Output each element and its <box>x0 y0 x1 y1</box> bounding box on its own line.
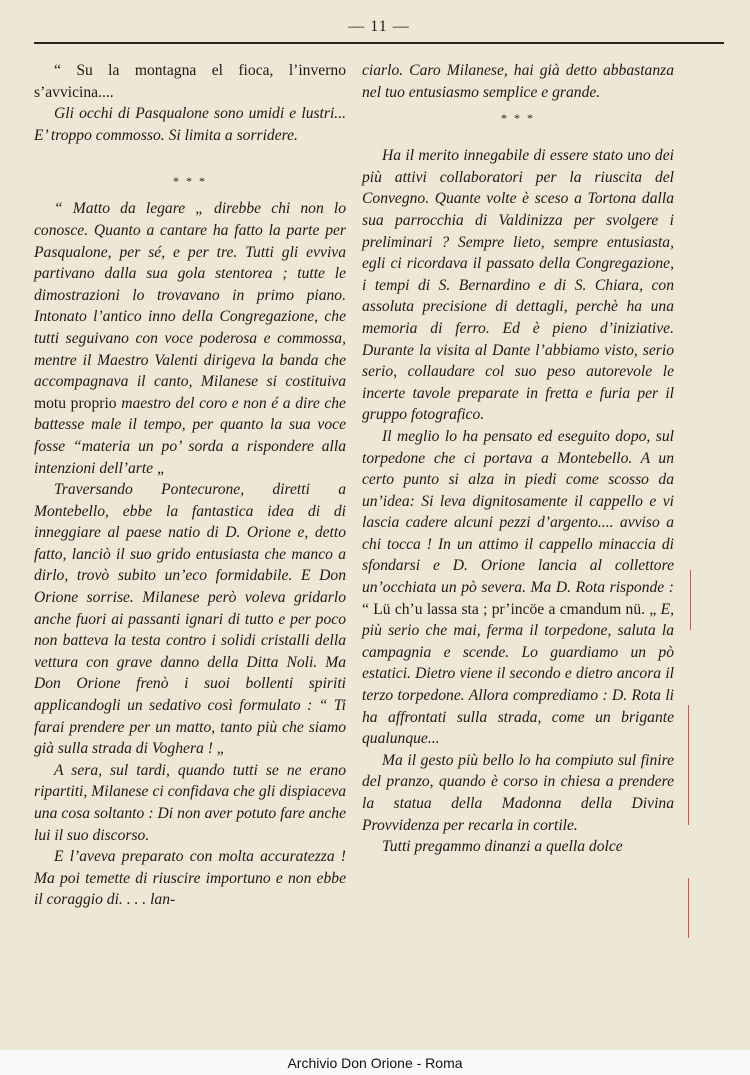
right-paragraph-3-end: E, più serio che mai, ferma il torpedone, saluta la campagnia e scende. Lo guardiamo un pò estatici. Dietro viene il secondo e dietro ancora il terzo torpedone. Allora comprediamo : D. Rota li ha affrontati sulla strada, come un brigante qualunque... <box>362 600 675 748</box>
page-header <box>34 16 724 48</box>
left-paragraph-4: Traversando Pontecurone, diretti a Montebello, ebbe la fantastica idea di di inneggiare al paese natio di D. Orione e, detto fatto, lanciò il suo grido entusiasta che manco a dirlo, trovò subito un’eco formidabile. E Don Orione sorrise. Milanese però voleva gridarlo anche fuori ai passanti ignari di tutto e per poco non batteva la testa contro i solidi cristalli della vettura con grave danno della Ditta Noli. Ma Don Orione frenò i suoi bollenti spiriti applicandogli un sedativo così formulato : “ Ti farai prendere per un matto, tanto più che siamo già sulla strada di Voghera ! „ <box>34 481 346 758</box>
red-margin-mark <box>690 570 691 630</box>
left-paragraph-5: A sera, sul tardi, quando tutti se ne erano ripartiti, Milanese ci confidava che gli dispiaceva una cosa soltanto : Di non aver potuto fare anche lui il suo discorso. <box>34 761 346 844</box>
header-rule <box>34 42 724 44</box>
left-paragraph-2: Gli occhi di Pasqualone sono umidi e lustri... E’ troppo commosso. Si limita a sorridere. <box>34 105 346 144</box>
right-paragraph-2: Ha il merito innegabile di essere stato uno dei più attivi collaboratori per la riuscita del Convegno. Quante volte è sceso a Tortona dalla sua parrocchia di Valdinizza per svolgere i preliminari ? Sempre lieto, sempre entusiasta, egli ci ricordava il passato della Congregazione, i tempi di S. Bernardino e di S. Chiara, con assoluta precisione di dettagli, perchè ha una memoria di ferro. Ed è pieno d’iniziative. Durante la visita al Dante l’abbiamo visto, serio serio, collaudare col suo peso autorevole le incerte tavole preparate in fretta e furia per il gruppo fotografico. <box>362 147 674 424</box>
red-margin-mark <box>688 705 689 825</box>
right-paragraph-4: Ma il gesto più bello lo ha compiuto sul finire del pranzo, quando è corso in chiesa a prendere la statua della Madonna della Divina Provvidenza per recarla in cortile. <box>362 751 674 834</box>
section-divider: * * * <box>173 174 207 189</box>
right-paragraph-3-text: Il meglio lo ha pensato ed eseguito dopo, sul torpedone che ci portava a Montebello. A un certo punto si alza in piedi come scosso da un’idea: Si leva dignitosamente il cappello e vi lascia cadere alcuni pezzi d’argento.... avviso a chi tocca ! In un attimo il cappello minaccia di sfondarsi e D. Orione lancia al collettore un’occhiata un pò severa. Ma D. Rota risponde : <box>362 427 674 597</box>
right-paragraph-1: ciarlo. Caro Milanese, hai già detto abbastanza nel tuo entusiasmo semplice e grande. <box>362 62 674 101</box>
left-paragraph-3-end: maestro del coro e non é a dire che battesse male il tempo, per quanto la sua voce fosse “materia un po’ sorda a rispondere alla intenzioni dell’arte „ <box>34 394 346 477</box>
dialect-quote: “ Lü ch’u lassa sta ; pr’incöe a cmandum nü. „ <box>362 600 657 618</box>
section-divider: * * * <box>501 111 535 126</box>
left-paragraph-1: “ Su la montagna el fioca, l’inverno s’avvicina.... <box>34 62 346 101</box>
right-paragraph-3 <box>362 426 674 750</box>
left-column <box>34 60 346 911</box>
page-number: — 11 — <box>348 18 410 35</box>
right-paragraph-5: Tutti pregammo dinanzi a quella dolce <box>382 838 623 856</box>
red-margin-mark <box>688 878 689 938</box>
left-paragraph-3 <box>34 198 346 479</box>
left-paragraph-3-text: “ Matto da legare „ direbbe chi non lo conosce. Quanto a cantare ha fatto la parte per Pasqualone, per sé, e per tre. Tutti gli evviva partivano dalla sua gola stentorea ; tutte le dimostrazioni lo trovavano in primo piano. Intonato l’antico inno della Congregazione, che tutti seguivano con voce poderosa e commossa, mentre il Maestro Valenti dirigeva la banda che accompagnava il canto, Milanese si costituiva <box>34 200 346 391</box>
left-paragraph-6: E l’aveva preparato con molta accuratezza ! Ma poi temette di riuscire importuno e non ebbe il coraggio di. . . . lan- <box>34 848 346 909</box>
right-column <box>362 60 674 858</box>
archive-caption: Archivio Don Orione - Roma <box>287 1055 463 1071</box>
latin-phrase: motu proprio <box>34 394 117 412</box>
